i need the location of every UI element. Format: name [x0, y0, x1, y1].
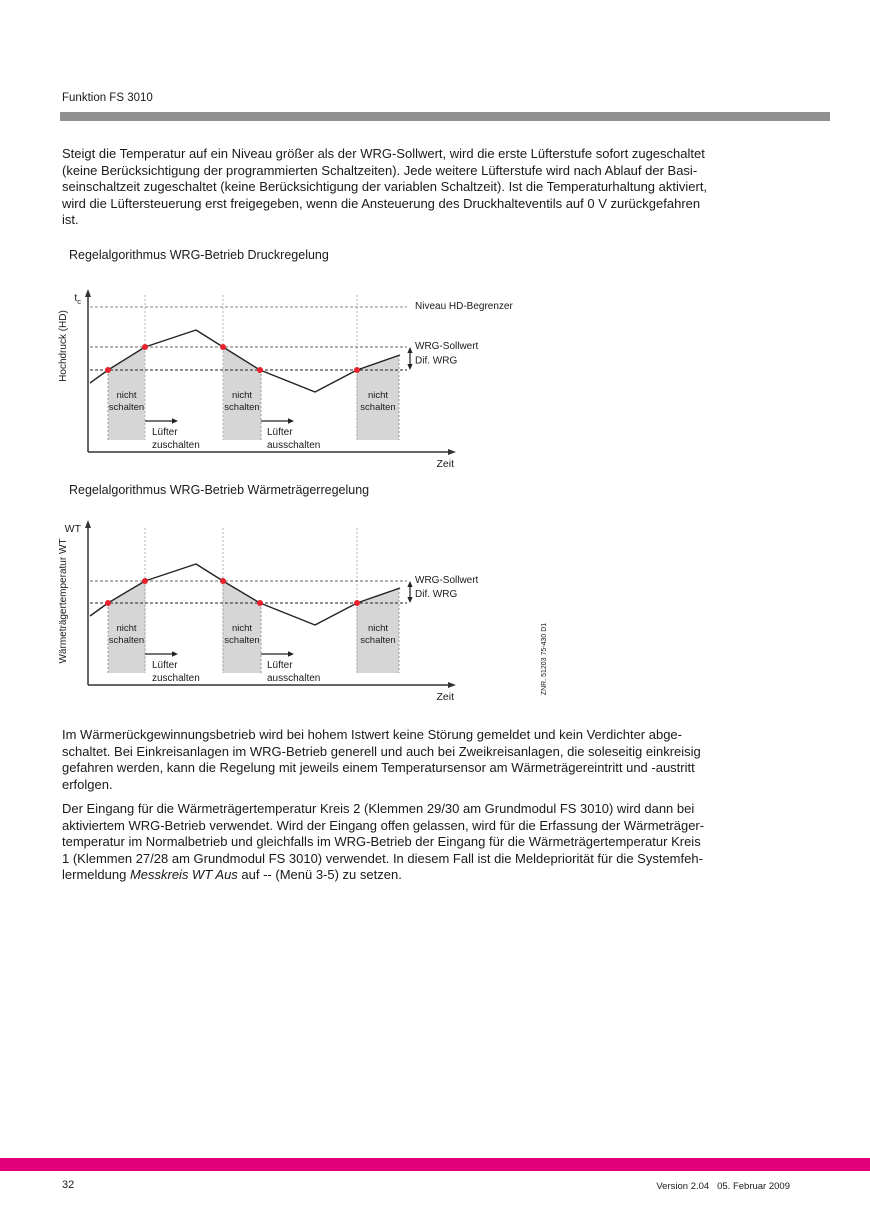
paragraph-line: [62, 867, 802, 884]
y-axis-title: Hochdruck (HD): [58, 310, 69, 382]
switch-arrow-label: zuschalten: [152, 673, 200, 684]
drawing-number: ZNR. 51203 75-430 D1: [541, 622, 548, 696]
band-label: schalten: [108, 402, 145, 413]
paragraph-line: ist.: [62, 212, 79, 228]
band-label: nicht: [116, 623, 137, 634]
crossing-dot: [257, 367, 263, 373]
switch-arrow-label: ausschalten: [267, 440, 321, 451]
crossing-dot: [354, 600, 360, 606]
crossing-dot: [105, 367, 111, 373]
text-segment: auf -- (Menü 3-5) zu setzen.: [237, 867, 402, 883]
band-label: nicht: [367, 390, 389, 401]
crossing-dot: [142, 344, 148, 350]
footer-accent-bar: [0, 1158, 870, 1171]
paragraph-line: temperatur im Normalbetrieb und gleichfalls im WRG-Betrieb der Eingang für die Wärmeträgertemperatur Kreis: [62, 834, 701, 850]
waermetraegerregelung-diagram: [50, 512, 620, 717]
paragraph-line: (keine Berücksichtigung der programmierten Schaltzeiten). Jede weitere Lüfterstufe wird nach Ablauf der Basi-: [62, 162, 698, 178]
crossing-dot: [257, 600, 263, 606]
gap-label: Dif. WRG: [415, 355, 458, 367]
band-label: schalten: [360, 402, 396, 413]
paragraph-line: Im Wärmerückgewinnungsbetrieb wird bei hohem Istwert keine Störung gemeldet und kein Verdichter abge-: [62, 727, 682, 742]
paragraph-line: Steigt die Temperatur auf ein Niveau größer als der WRG-Sollwert, wird die erste Lüfterstufe sofort zugeschaltet: [62, 146, 705, 161]
switch-arrow-label: zuschalten: [152, 440, 200, 451]
band-label: nicht: [116, 390, 137, 401]
crossing-dot: [220, 344, 226, 350]
threshold-label: WRG-Sollwert: [415, 341, 479, 352]
page-header-title: Funktion FS 3010: [62, 92, 153, 104]
crossing-dot: [354, 367, 360, 373]
paragraph-line: schaltet. Bei Einkreisanlagen im WRG-Betrieb generell und auch bei Zweikreisanlagen, die soleseitig einkreisig: [62, 743, 701, 759]
crossing-dot: [142, 578, 148, 584]
paragraph-line: erfolgen.: [62, 776, 113, 792]
switch-arrow-label: Lüfter: [152, 660, 178, 671]
y-axis-title: Wärmeträgertemperatur WT: [58, 538, 69, 664]
band-label: schalten: [224, 402, 260, 413]
threshold-label: WRG-Sollwert: [415, 575, 479, 586]
text-segment: lermeldung: [62, 867, 130, 883]
druckregelung-diagram: [50, 278, 620, 480]
paragraph-line: 1 (Klemmen 27/28 am Grundmodul FS 3010) verwendet. In diesem Fall ist die Meldepriorität für die Systemfeh-: [62, 850, 703, 866]
version-info: Version 2.04 05. Februar 2009: [656, 1181, 790, 1192]
gap-label: Dif. WRG: [415, 589, 458, 600]
italic-term: Messkreis WT Aus: [129, 867, 238, 883]
band-label: nicht: [231, 390, 253, 401]
y-axis-symbol: $t_c$: [74, 292, 81, 306]
crossing-dot: [105, 600, 111, 606]
eingang-paragraph: [62, 801, 802, 884]
page-number: 32: [62, 1179, 75, 1191]
intro-paragraph: [62, 146, 802, 229]
band-label: schalten: [224, 635, 260, 646]
band-label: schalten: [108, 635, 145, 646]
band-label: nicht: [367, 623, 389, 634]
switch-arrow-label: Lüfter: [267, 660, 293, 671]
paragraph-line: Der Eingang für die Wärmeträgertemperatur Kreis 2 (Klemmen 29/30 am Grundmodul FS 3010) wird dann bei: [62, 801, 695, 816]
chart-title-waermetraegerregelung: Regelalgorithmus WRG-Betrieb Wärmeträgerregelung: [69, 483, 370, 497]
threshold-label: Niveau HD-Begrenzer: [415, 301, 513, 312]
x-axis-title: Zeit: [436, 691, 454, 703]
switch-arrow-label: ausschalten: [267, 673, 321, 684]
y-axis-symbol: WT: [64, 523, 81, 535]
paragraph-line: wird die Lüftersteuerung erst freigegeben, wenn die Ansteuerung des Druckhalteventils auf 0 V zurückgefahren: [62, 195, 701, 211]
paragraph-line: aktiviertem WRG-Betrieb verwendet. Wird der Eingang offen gelassen, wird für die Erfassung der Wärmeträger-: [62, 817, 705, 833]
crossing-dot: [220, 578, 226, 584]
switch-arrow-label: Lüfter: [152, 427, 178, 438]
header-rule: [60, 112, 830, 121]
band-label: nicht: [231, 623, 253, 634]
paragraph-line: seinschaltzeit zugeschaltet (keine Berücksichtigung der variablen Schaltzeit). Ist die Temperaturhaltung aktiviert,: [62, 179, 708, 195]
paragraph-line: gefahren werden, kann die Regelung mit jeweils einem Temperatursensor am Wärmeträgereintritt und -austritt: [62, 760, 695, 776]
band-label: schalten: [360, 635, 396, 646]
switch-arrow-label: Lüfter: [267, 427, 293, 438]
chart-title-druckregelung: Regelalgorithmus WRG-Betrieb Druckregelung: [69, 248, 329, 262]
x-axis-title: Zeit: [436, 458, 454, 470]
wrg-betrieb-paragraph: [62, 727, 802, 793]
